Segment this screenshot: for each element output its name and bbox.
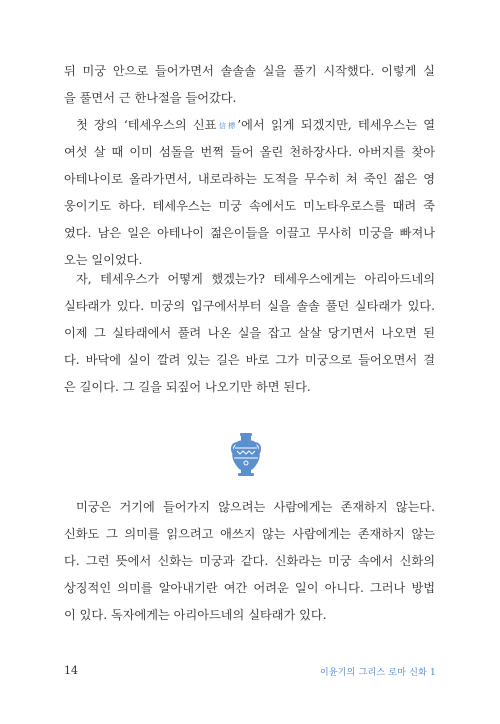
text-span: ’에서 읽게 되겠지만, 테세우스는 열 [237, 118, 435, 132]
text-line: 상징적인 의미를 알아내기란 여간 어려운 일이 아니다. 그러나 방법 [64, 581, 435, 595]
text-line: 였다. 남은 일은 아테나이 젊은이들을 이끌고 무사히 미궁을 빠져나 [64, 226, 435, 240]
text-line: 다. 그런 뜻에서 신화는 미궁과 같다. 신화라는 미궁 속에서 신화의 [64, 554, 435, 568]
text-line [64, 116, 435, 134]
text-line: 은 길이다. 그 길을 되짚어 나오기만 하면 된다. [64, 380, 311, 394]
text-line: 이 있다. 독자에게는 아리아드네의 실타래가 있다. [64, 608, 327, 622]
text-line: 아테나이로 올라가면서, 내로라하는 도적을 무수히 쳐 죽인 젊은 영 [64, 172, 435, 186]
page-number: 14 [64, 664, 78, 677]
text-line: 실타래가 있다. 미궁의 입구에서부터 실을 솔솔 풀던 실타래가 있다. [64, 299, 435, 313]
text-span: 첫 장의 ‘테세우스의 신표 [76, 118, 217, 132]
text-line: 웅이기도 하다. 테세우스는 미궁 속에서도 미노타우로스를 때려 죽 [64, 199, 435, 213]
text-line: 을 풀면서 근 한나절을 들어갔다. [64, 91, 237, 105]
text-line: 미궁은 거기에 들어가지 않으려는 사람에게는 존재하지 않는다. [76, 500, 435, 514]
text-line: 뒤 미궁 안으로 들어가면서 솔솔솔 실을 풀기 시작했다. 이렇게 실 [64, 64, 435, 78]
text-line: 신화도 그 의미를 읽으려고 애쓰지 않는 사람에게는 존재하지 않는 [64, 527, 435, 541]
text-line: 오는 일이었다. [64, 253, 143, 267]
text-line: 이제 그 실타래에서 풀려 나온 실을 잡고 살살 당기면서 나오면 된 [64, 326, 435, 340]
greek-amphora-vase-icon [226, 432, 266, 478]
text-line: 여섯 살 때 이미 섬돌을 번쩍 들어 올린 천하장사다. 아버지를 찾아 [64, 145, 435, 159]
running-head: 이윤기의 그리스 로마 신화 1 [319, 668, 436, 678]
text-line: 자, 테세우스가 어떻게 했겠는가? 테세우스에게는 아리아드네의 [76, 272, 435, 286]
hanja-gloss: 信標 [216, 122, 238, 130]
text-line: 다. 바닥에 실이 깔려 있는 길은 바로 그가 미궁으로 들어오면서 걸 [64, 353, 435, 367]
